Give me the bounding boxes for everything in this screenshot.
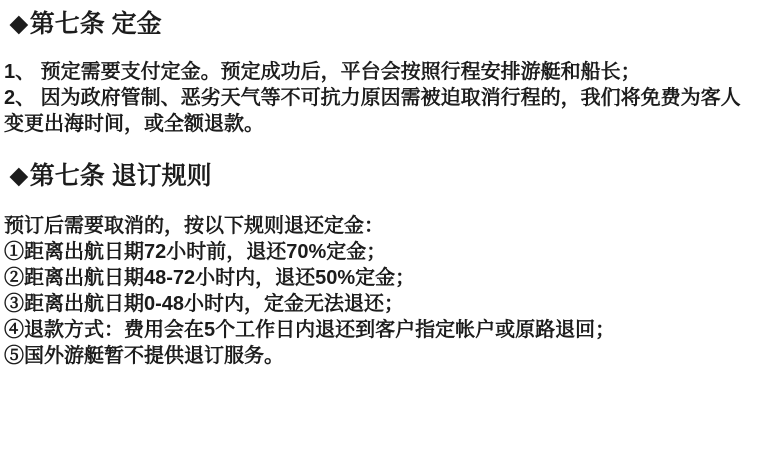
cancellation-rule-line: ②距离出航日期48-72小时内，退还50%定金； [4,267,416,289]
cancellation-rule-line: ③距离出航日期0-48小时内，定金无法退还； [4,293,405,315]
deposit-rule-line: 变更出海时间，或全额退款。 [4,113,264,135]
section-cancellation [0,163,770,369]
deposit-rules-paragraph [4,59,770,137]
cancellation-rule-line: 预订后需要取消的，按以下规则退还定金： [4,215,384,237]
deposit-section-heading [10,11,770,38]
deposit-heading-text: 第七条 定金 [29,10,162,38]
cancellation-heading-text: 第七条 退订规则 [29,162,212,190]
cancellation-rules-paragraph [4,213,770,369]
cancellation-rule-line: ①距离出航日期72小时前，退还70%定金； [4,241,387,263]
cancellation-rule-line: ⑤国外游艇暂不提供退订服务。 [4,345,284,367]
deposit-rule-line: 1、 预定需要支付定金。预定成功后，平台会按照行程安排游艇和船长； [4,61,641,83]
diamond-bullet-icon: ◆ [10,10,28,36]
terms-document [0,11,770,450]
cancellation-section-heading [10,163,770,190]
deposit-rule-line: 2、 因为政府管制、恶劣天气等不可抗力原因需被迫取消行程的，我们将免费为客人 [4,87,741,109]
section-deposit [0,11,770,137]
cancellation-rule-line: ④退款方式：费用会在5个工作日内退还到客户指定帐户或原路退回； [4,319,616,341]
diamond-bullet-icon: ◆ [10,162,28,188]
